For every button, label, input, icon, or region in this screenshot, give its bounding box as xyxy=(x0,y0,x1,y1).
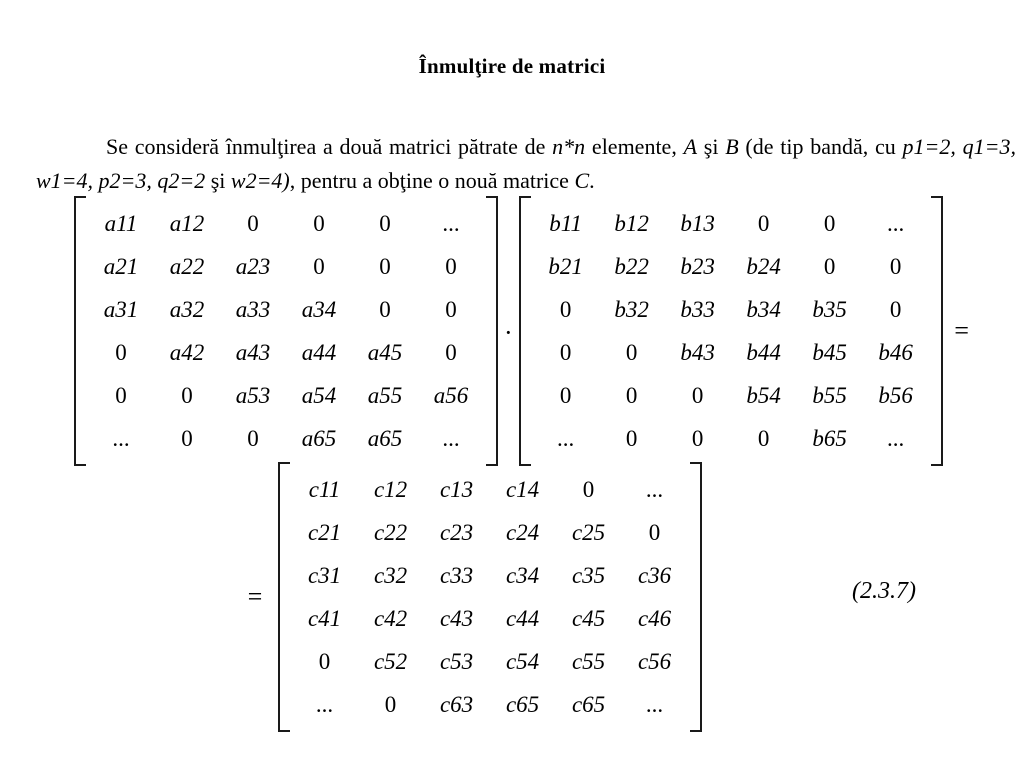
matrix-cell: b55 xyxy=(812,382,847,408)
matrix-cell: c23 xyxy=(439,519,474,545)
matrix-cell: b32 xyxy=(614,296,649,322)
matrix-a xyxy=(74,196,498,466)
matrix-cell: b46 xyxy=(878,339,913,365)
matrix-row xyxy=(88,245,484,288)
matrix-cell: a45 xyxy=(367,339,403,365)
matrix-cell: ... xyxy=(112,425,130,451)
matrix-cell: b22 xyxy=(614,253,649,279)
matrix-row xyxy=(88,417,484,460)
matrix-cell: c24 xyxy=(505,519,540,545)
matrix-row xyxy=(292,640,688,683)
matrix-cell: c13 xyxy=(439,476,474,502)
matrix-cell: 0 xyxy=(445,339,457,365)
matrix-row xyxy=(292,597,688,640)
matrix-cell: c56 xyxy=(637,648,672,674)
matrix-a-table xyxy=(88,202,484,460)
matrix-cell: a43 xyxy=(235,339,271,365)
matrix-cell: ... xyxy=(645,476,664,502)
matrix-cell: 0 xyxy=(648,519,661,545)
matrix-cell: c41 xyxy=(307,605,342,631)
matrix-cell: b12 xyxy=(614,210,649,236)
matrix-cell: 0 xyxy=(889,253,902,279)
matrix-cell: c21 xyxy=(307,519,342,545)
matrix-row xyxy=(533,288,929,331)
matrix-cell: 0 xyxy=(823,210,836,236)
matrix-cell: b45 xyxy=(812,339,847,365)
matrix-cell: 0 xyxy=(181,425,193,451)
matrix-cell: b43 xyxy=(680,339,715,365)
matrix-cell: 0 xyxy=(379,296,391,322)
equals-operator-right: = xyxy=(952,316,971,345)
matrix-cell: 0 xyxy=(559,296,572,322)
matrix-row xyxy=(533,417,929,460)
matrix-cell: a11 xyxy=(104,210,138,236)
matrix-cell: c25 xyxy=(571,519,606,545)
body-paragraph: Se consideră înmulţirea a două matrici pătrate de n*n elemente, A şi B (de tip bandă, cu p1=2, q1=3, w1=4, p2=3, q2=2 şi w2=4), pentru a obţine o nouă matrice C. xyxy=(36,134,1016,193)
matrix-cell: 0 xyxy=(318,648,331,674)
matrix-cell: a21 xyxy=(103,253,139,279)
matrix-cell: 0 xyxy=(757,425,770,451)
matrix-cell: 0 xyxy=(247,210,259,236)
matrix-cell: b65 xyxy=(812,425,847,451)
matrix-cell: 0 xyxy=(625,339,638,365)
equation-number: (2.3.7) xyxy=(852,578,916,604)
matrix-cell: b34 xyxy=(746,296,781,322)
matrix-row xyxy=(88,288,484,331)
matrix-row xyxy=(533,331,929,374)
matrix-cell: c54 xyxy=(505,648,540,674)
equals-operator-left: = xyxy=(246,582,264,611)
matrix-cell: c42 xyxy=(373,605,408,631)
matrix-row xyxy=(292,468,688,511)
matrix-b xyxy=(519,196,943,466)
matrix-cell: 0 xyxy=(313,253,325,279)
matrix-cell: b23 xyxy=(680,253,715,279)
matrix-cell: 0 xyxy=(582,476,595,502)
matrix-cell: b24 xyxy=(746,253,781,279)
matrix-cell: 0 xyxy=(379,253,391,279)
matrix-cell: ... xyxy=(887,210,905,236)
matrix-cell: b56 xyxy=(878,382,913,408)
matrix-cell: a42 xyxy=(169,339,205,365)
matrix-cell: c46 xyxy=(637,605,672,631)
matrix-row xyxy=(533,202,929,245)
matrix-cell: 0 xyxy=(379,210,391,236)
matrix-cell: a65 xyxy=(367,425,403,451)
matrix-cell: ... xyxy=(442,425,460,451)
matrix-cell: 0 xyxy=(247,425,259,451)
matrix-cell: c34 xyxy=(505,562,540,588)
multiplication-operator: · xyxy=(504,318,513,347)
matrix-cell: c53 xyxy=(439,648,474,674)
matrix-cell: b44 xyxy=(746,339,781,365)
matrix-cell: c31 xyxy=(307,562,342,588)
matrix-cell: 0 xyxy=(889,296,902,322)
matrix-cell: c65 xyxy=(505,691,540,717)
matrix-cell: 0 xyxy=(115,382,127,408)
matrix-cell: 0 xyxy=(115,339,127,365)
matrix-row xyxy=(88,202,484,245)
equation-line-1 xyxy=(74,196,980,466)
equation-line-2 xyxy=(246,462,702,732)
matrix-cell: 0 xyxy=(559,382,572,408)
matrix-c xyxy=(278,462,702,732)
matrix-cell: 0 xyxy=(625,382,638,408)
matrix-cell: c32 xyxy=(373,562,408,588)
matrix-cell: a31 xyxy=(103,296,139,322)
matrix-cell: b13 xyxy=(680,210,715,236)
matrix-cell: 0 xyxy=(691,382,704,408)
matrix-cell: ... xyxy=(315,691,334,717)
matrix-cell: 0 xyxy=(625,425,638,451)
matrix-cell: 0 xyxy=(823,253,836,279)
matrix-cell: 0 xyxy=(757,210,770,236)
matrix-cell: 0 xyxy=(559,339,572,365)
matrix-cell: b21 xyxy=(548,253,583,279)
matrix-cell: a34 xyxy=(301,296,337,322)
matrix-cell: c65 xyxy=(571,691,606,717)
matrix-cell: a23 xyxy=(235,253,271,279)
matrix-cell: a12 xyxy=(169,210,205,236)
matrix-cell: c55 xyxy=(571,648,606,674)
matrix-cell: c52 xyxy=(373,648,408,674)
matrix-row xyxy=(88,374,484,417)
matrix-cell: a53 xyxy=(235,382,271,408)
matrix-cell: ... xyxy=(887,425,905,451)
matrix-cell: a22 xyxy=(169,253,205,279)
matrix-cell: a32 xyxy=(169,296,205,322)
matrix-cell: c11 xyxy=(308,476,341,502)
matrix-cell: c35 xyxy=(571,562,606,588)
matrix-cell: a65 xyxy=(301,425,337,451)
page-title: Înmulţire de matrici xyxy=(418,54,606,79)
matrix-cell: c22 xyxy=(373,519,408,545)
matrix-cell: 0 xyxy=(384,691,397,717)
matrix-cell: 0 xyxy=(445,253,457,279)
matrix-cell: c43 xyxy=(439,605,474,631)
matrix-cell: b35 xyxy=(812,296,847,322)
matrix-b-table xyxy=(533,202,929,460)
matrix-row xyxy=(292,511,688,554)
matrix-cell: b11 xyxy=(549,210,583,236)
matrix-row xyxy=(533,374,929,417)
matrix-cell: 0 xyxy=(181,382,193,408)
matrix-c-table xyxy=(292,468,688,726)
matrix-cell: ... xyxy=(645,691,664,717)
matrix-cell: c36 xyxy=(637,562,672,588)
matrix-row xyxy=(88,331,484,374)
matrix-row xyxy=(292,683,688,726)
matrix-cell: 0 xyxy=(691,425,704,451)
matrix-row xyxy=(292,554,688,597)
matrix-cell: c33 xyxy=(439,562,474,588)
matrix-cell: c45 xyxy=(571,605,606,631)
matrix-cell: a56 xyxy=(433,382,469,408)
matrix-cell: ... xyxy=(557,425,575,451)
matrix-cell: a33 xyxy=(235,296,271,322)
matrix-cell: c12 xyxy=(373,476,408,502)
matrix-cell: ... xyxy=(442,210,460,236)
matrix-cell: a44 xyxy=(301,339,337,365)
matrix-cell: c14 xyxy=(505,476,540,502)
matrix-cell: a54 xyxy=(301,382,337,408)
matrix-cell: a55 xyxy=(367,382,403,408)
matrix-cell: c63 xyxy=(439,691,474,717)
matrix-cell: 0 xyxy=(313,210,325,236)
matrix-cell: b54 xyxy=(746,382,781,408)
matrix-row xyxy=(533,245,929,288)
matrix-cell: b33 xyxy=(680,296,715,322)
matrix-cell: 0 xyxy=(445,296,457,322)
matrix-cell: c44 xyxy=(505,605,540,631)
